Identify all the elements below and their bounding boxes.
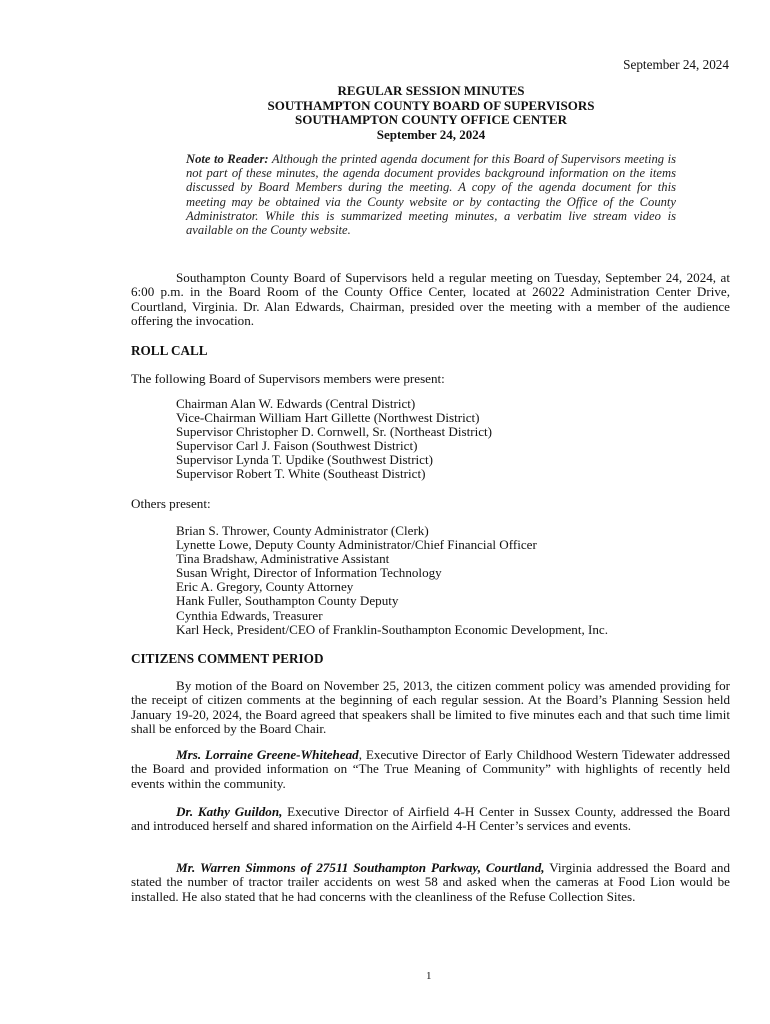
page-number: 1 — [426, 970, 432, 982]
document-title — [0, 84, 770, 142]
intro-paragraph: Southampton County Board of Supervisors held a regular meeting on Tuesday, September 24, 2024, at 6:00 p.m. in the Board Room of the County Office Center, located at 26022 Administration Center Drive, Courtland, Virginia. Dr. Alan Edwards, Chairman, presided over the meeting with a member of the audience offering the invocation. — [131, 270, 730, 329]
other-item: Karl Heck, President/CEO of Franklin-Southampton Economic Development, Inc. — [176, 621, 608, 637]
speaker-name: Mrs. Lorraine Greene-Whitehead — [176, 747, 359, 762]
others-list — [176, 524, 608, 637]
comment-paragraph — [131, 805, 730, 834]
note-label: Note to Reader: — [186, 152, 269, 166]
note-text: Although the printed agenda document for this Board of Supervisors meeting is not part of these minutes, the agenda document provides background information on the items discussed by Board Members during the meeting. A copy of the agenda document for this meeting may be obtained via the County website or by contacting the Office of the County Administrator. While this is summarized meeting minutes, a verbatim live stream video is available on the County website. — [186, 152, 676, 238]
title-line-1: REGULAR SESSION MINUTES — [337, 83, 525, 98]
members-list — [176, 397, 492, 482]
members-present-intro: The following Board of Supervisors members were present: — [131, 371, 445, 386]
note-to-reader — [186, 152, 676, 237]
comment-policy-paragraph: By motion of the Board on November 25, 2013, the citizen comment policy was amended providing for the receipt of citizen comments at the beginning of each regular session. At the Board’s Planning Session held January 19-20, 2024, the Board agreed that speakers shall be limited to five minutes each and that such time limit shall be enforced by the Board Chair. — [131, 678, 730, 737]
title-line-4: September 24, 2024 — [376, 126, 486, 142]
other-item: Susan Wright, Director of Information Technology — [176, 565, 442, 581]
member-item: Chairman Alan W. Edwards (Central District) — [176, 396, 416, 411]
comment-paragraph — [131, 861, 730, 904]
comment-text: Executive Director of Airfield 4-H Center in Sussex County, addressed the Board and introduced herself and shared information on the Airfield 4-H Center’s services and events. — [131, 804, 730, 834]
speaker-name: Dr. Kathy Guildon, — [176, 804, 283, 819]
title-line-2: SOUTHAMPTON COUNTY BOARD OF SUPERVISORS — [267, 97, 595, 113]
comment-text: , Executive Director of Early Childhood Western Tidewater addressed the Board and provided information on “The True Meaning of Community” with highlights of recently held events within the community. — [131, 747, 730, 791]
other-item: Hank Fuller, Southampton County Deputy — [176, 593, 399, 609]
other-item: Eric A. Gregory, County Attorney — [176, 579, 354, 595]
header-date: September 24, 2024 — [623, 57, 729, 72]
title-line-3: SOUTHAMPTON COUNTY OFFICE CENTER — [295, 112, 567, 127]
member-item: Supervisor Robert T. White (Southeast District) — [176, 466, 426, 482]
member-item: Supervisor Carl J. Faison (Southwest District) — [176, 438, 418, 454]
other-item: Cynthia Edwards, Treasurer — [176, 607, 323, 623]
speaker-name: Mr. Warren Simmons of 27511 Southampton Parkway, Courtland, — [176, 860, 545, 875]
other-item: Brian S. Thrower, County Administrator (Clerk) — [176, 523, 429, 538]
member-item: Supervisor Lynda T. Updike (Southwest District) — [176, 452, 433, 468]
citizens-comment-heading: CITIZENS COMMENT PERIOD — [131, 651, 324, 666]
other-item: Lynette Lowe, Deputy County Administrator/Chief Financial Officer — [176, 537, 537, 553]
comment-text: Virginia addressed the Board and stated the number of tractor trailer accidents on west 58 and asked when the cameras at Food Lion would be installed. He also stated that he had concerns with the cleanliness of the Refuse Collection Sites. — [131, 860, 730, 904]
other-item: Tina Bradshaw, Administrative Assistant — [176, 551, 390, 567]
roll-call-heading: ROLL CALL — [131, 343, 208, 358]
member-item: Supervisor Christopher D. Cornwell, Sr. (Northeast District) — [176, 424, 493, 440]
comment-paragraph — [131, 748, 730, 791]
others-present-intro: Others present: — [131, 496, 211, 511]
member-item: Vice-Chairman William Hart Gillette (Northwest District) — [176, 410, 480, 426]
